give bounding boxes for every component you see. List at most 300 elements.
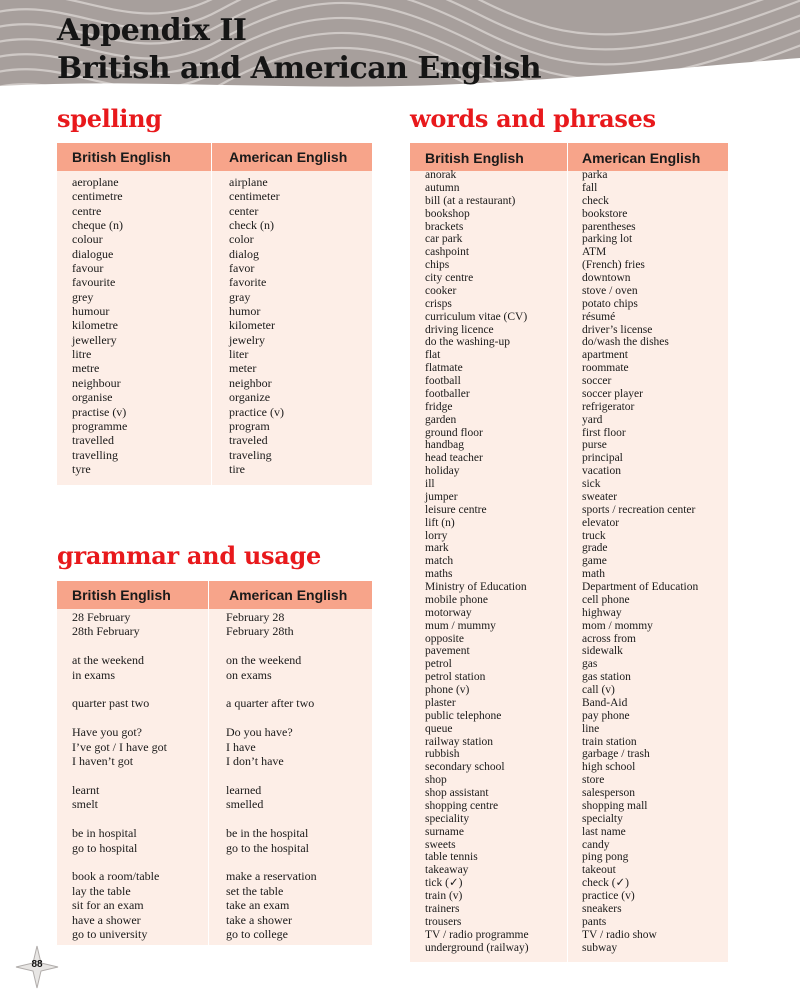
american-term: game: [582, 555, 607, 568]
british-term: favourite: [72, 275, 116, 290]
british-term: ground floor: [425, 426, 483, 439]
table-row: [425, 195, 725, 208]
british-term: footballer: [425, 387, 470, 400]
table-row: [72, 725, 362, 739]
american-term: go to college: [226, 926, 288, 941]
american-term: math: [582, 568, 605, 581]
table-row: [72, 175, 362, 189]
american-term: traveling: [229, 447, 272, 462]
words-title: words and phrases: [410, 104, 656, 133]
american-term: set the table: [226, 883, 284, 898]
british-term: shop: [425, 774, 447, 787]
british-term: autumn: [425, 181, 460, 194]
table-row: [425, 748, 725, 761]
american-term: Do you have?: [226, 725, 293, 740]
american-term: parentheses: [582, 220, 636, 233]
american-term: go to the hospital: [226, 840, 309, 855]
british-term: leisure centre: [425, 503, 487, 516]
grammar-table: [57, 581, 372, 945]
british-term: at the weekend: [72, 653, 144, 668]
american-term: takeout: [582, 864, 616, 877]
table-row: [425, 401, 725, 414]
american-term: dialog: [229, 246, 259, 261]
spelling-table-header: [57, 143, 372, 171]
table-row: [425, 427, 725, 440]
table-row: [72, 376, 362, 390]
british-term: maths: [425, 568, 453, 581]
spelling-col-british: British English: [72, 149, 171, 165]
table-row: [72, 361, 362, 375]
british-term: phone (v): [425, 684, 470, 696]
table-row: [72, 304, 362, 318]
american-term: stove / oven: [582, 284, 638, 297]
table-row: [425, 465, 725, 478]
american-term: soccer: [582, 375, 612, 387]
american-term: sweater: [582, 490, 618, 503]
american-term: elevator: [582, 516, 620, 529]
british-term: secondary school: [425, 761, 505, 774]
american-term: salesperson: [582, 787, 636, 799]
table-row: [425, 452, 725, 465]
british-term: sit for an exam: [72, 898, 144, 913]
british-term: lift (n): [425, 516, 455, 529]
british-term: brackets: [425, 220, 464, 233]
british-term: bookshop: [425, 207, 470, 220]
american-term: fall: [582, 181, 598, 194]
british-term: mark: [425, 542, 449, 555]
american-term: Band-Aid: [582, 696, 628, 709]
table-row: [425, 916, 725, 929]
british-term: practise (v): [72, 404, 127, 419]
american-term: candy: [582, 838, 610, 851]
american-term: jewelry: [229, 332, 265, 347]
american-term: check (n): [229, 218, 274, 233]
british-term: organise: [72, 390, 113, 405]
american-term: Department of Education: [582, 581, 699, 593]
page-title: [57, 12, 541, 88]
table-row: [72, 653, 362, 667]
american-term: parka: [582, 169, 608, 181]
british-term: curriculum vitae (CV): [425, 310, 528, 323]
table-row: [72, 204, 362, 218]
british-term: flat: [425, 349, 441, 362]
american-term: yard: [582, 413, 603, 426]
spelling-col-american: American English: [229, 149, 348, 165]
table-row: [72, 740, 362, 754]
table-row: [72, 232, 362, 246]
british-term: petrol: [425, 658, 452, 671]
table-row: [425, 736, 725, 749]
table-row: [425, 375, 725, 388]
british-term: handbag: [425, 439, 464, 452]
table-row: [425, 517, 725, 530]
table-row: [425, 607, 725, 620]
grammar-col-american: American English: [229, 587, 348, 603]
table-row: [72, 610, 362, 624]
title-line-1: Appendix II: [57, 13, 247, 48]
table-row: [425, 362, 725, 375]
table-row: [425, 208, 725, 221]
table-row: [72, 261, 362, 275]
american-term: subway: [582, 941, 618, 954]
british-term: railway station: [425, 735, 494, 748]
table-row: [425, 942, 725, 955]
american-term: call (v): [582, 684, 615, 696]
table-row: [72, 696, 362, 710]
british-term: queue: [425, 722, 453, 735]
american-term: specialty: [582, 812, 623, 825]
american-term: smelled: [226, 797, 264, 812]
american-term: pants: [582, 915, 607, 928]
table-row: [72, 754, 362, 768]
american-term: humor: [229, 304, 261, 319]
table-row: [72, 189, 362, 203]
american-term: make a reservation: [226, 869, 317, 884]
american-term: airplane: [229, 175, 268, 189]
table-row: [72, 247, 362, 261]
british-term: jewellery: [72, 332, 117, 347]
table-row: [425, 504, 725, 517]
grammar-title: grammar and usage: [57, 541, 321, 570]
table-row: [72, 333, 362, 347]
american-term: line: [582, 722, 600, 735]
words-table: [410, 143, 728, 962]
american-term: cell phone: [582, 593, 630, 606]
british-term: driving licence: [425, 323, 494, 336]
american-term: purse: [582, 439, 607, 452]
table-row: [72, 347, 362, 361]
table-row: [425, 169, 725, 182]
table-row: [72, 448, 362, 462]
grammar-rows: [72, 610, 362, 941]
american-term: (French) fries: [582, 259, 645, 272]
table-row: [72, 668, 362, 682]
american-term: meter: [229, 361, 257, 376]
british-term: bill (at a restaurant): [425, 194, 516, 207]
british-term: neighbour: [72, 375, 121, 390]
table-row: [425, 414, 725, 427]
table-row: [425, 336, 725, 349]
table-row: [72, 855, 362, 869]
page-number: 88: [31, 959, 43, 970]
table-row: [425, 478, 725, 491]
table-row: [425, 620, 725, 633]
british-term: tyre: [72, 461, 91, 476]
american-term: sneakers: [582, 902, 622, 915]
title-line-2: British and American English: [57, 51, 542, 86]
british-term: sweets: [425, 838, 456, 851]
table-row: [72, 318, 362, 332]
american-term: driver’s license: [582, 323, 653, 336]
american-term: check: [582, 194, 609, 207]
words-rows: [425, 169, 725, 954]
american-term: gray: [229, 289, 251, 304]
british-term: tick (✓): [425, 877, 463, 890]
british-term: cashpoint: [425, 246, 470, 259]
spelling-table: [57, 143, 372, 485]
table-row: [425, 233, 725, 246]
table-row: [425, 697, 725, 710]
table-row: [425, 324, 725, 337]
american-term: highway: [582, 606, 622, 619]
table-row: [425, 929, 725, 942]
british-term: I haven’t got: [72, 754, 134, 769]
table-row: [425, 439, 725, 452]
american-term: on exams: [226, 667, 272, 682]
american-term: a quarter after two: [226, 696, 315, 711]
american-term: take an exam: [226, 898, 290, 913]
british-term: trousers: [425, 915, 462, 928]
british-term: pavement: [425, 645, 470, 658]
table-row: [425, 723, 725, 736]
american-term: favor: [229, 261, 255, 276]
british-term: flatmate: [425, 362, 463, 375]
table-row: [425, 800, 725, 813]
table-row: [425, 349, 725, 362]
american-term: across from: [582, 632, 636, 645]
american-term: organize: [229, 390, 271, 405]
table-row: [72, 884, 362, 898]
british-term: crisps: [425, 297, 452, 310]
table-row: [72, 711, 362, 725]
table-row: [425, 221, 725, 234]
table-row: [425, 645, 725, 658]
british-term: Ministry of Education: [425, 581, 527, 593]
table-row: [425, 272, 725, 285]
table-row: [425, 787, 725, 800]
table-row: [72, 624, 362, 638]
table-row: [72, 682, 362, 696]
american-term: color: [229, 232, 254, 247]
grammar-col-british: British English: [72, 587, 171, 603]
british-term: ill: [425, 478, 435, 490]
american-term: centimeter: [229, 189, 280, 204]
table-row: [425, 491, 725, 504]
british-term: grey: [72, 289, 94, 304]
table-row: [72, 275, 362, 289]
american-term: roommate: [582, 362, 629, 375]
british-term: metre: [72, 361, 100, 376]
american-term: check (✓): [582, 877, 629, 890]
british-term: programme: [72, 418, 128, 433]
british-term: speciality: [425, 812, 470, 825]
table-row: [425, 671, 725, 684]
british-term: centimetre: [72, 189, 123, 204]
american-term: parking lot: [582, 233, 633, 246]
american-term: pay phone: [582, 709, 630, 722]
american-term: sidewalk: [582, 645, 623, 658]
british-term: dialogue: [72, 246, 114, 261]
american-term: kilometer: [229, 318, 275, 333]
british-term: mum / mummy: [425, 619, 496, 632]
british-term: motorway: [425, 606, 472, 619]
words-table-header: [410, 143, 728, 171]
british-term: centre: [72, 203, 102, 218]
british-term: match: [425, 555, 454, 568]
american-term: downtown: [582, 272, 631, 284]
american-term: take a shower: [226, 912, 292, 927]
british-term: 28 February: [72, 610, 131, 624]
american-term: sick: [582, 478, 601, 490]
american-term: shopping mall: [582, 799, 648, 812]
table-row: [425, 388, 725, 401]
british-term: takeaway: [425, 864, 469, 877]
british-term: anorak: [425, 169, 457, 181]
table-row: [425, 851, 725, 864]
british-term: shopping centre: [425, 799, 499, 812]
american-term: program: [229, 418, 270, 433]
table-row: [425, 774, 725, 787]
table-row: [425, 298, 725, 311]
british-term: jumper: [425, 490, 458, 503]
british-term: kilometre: [72, 318, 118, 333]
table-row: [72, 433, 362, 447]
british-term: colour: [72, 232, 103, 247]
table-row: [72, 826, 362, 840]
american-term: sports / recreation center: [582, 503, 696, 516]
table-row: [72, 869, 362, 883]
american-term: favorite: [229, 275, 267, 290]
table-row: [72, 898, 362, 912]
british-term: plaster: [425, 696, 456, 709]
american-term: mom / mommy: [582, 619, 653, 632]
table-row: [425, 542, 725, 555]
table-row: [425, 285, 725, 298]
british-term: head teacher: [425, 452, 483, 465]
american-term: ping pong: [582, 851, 629, 864]
table-row: [425, 839, 725, 852]
table-row: [425, 594, 725, 607]
british-term: be in hospital: [72, 826, 137, 841]
british-term: favour: [72, 261, 104, 276]
british-term: underground (railway): [425, 941, 529, 954]
british-term: go to university: [72, 926, 148, 941]
american-term: neighbor: [229, 375, 272, 390]
american-term: grade: [582, 542, 608, 555]
american-term: February 28: [226, 610, 285, 624]
american-term: practice (v): [229, 404, 284, 419]
table-row: [72, 462, 362, 476]
british-term: lay the table: [72, 883, 131, 898]
spelling-rows: [72, 175, 362, 476]
american-term: train station: [582, 735, 637, 748]
british-term: garden: [425, 413, 457, 426]
table-row: [72, 812, 362, 826]
british-term: go to hospital: [72, 840, 138, 855]
british-term: rubbish: [425, 748, 460, 761]
table-row: [425, 903, 725, 916]
table-row: [72, 405, 362, 419]
table-row: [425, 311, 725, 324]
american-term: store: [582, 774, 605, 787]
british-term: surname: [425, 825, 464, 838]
table-row: [72, 783, 362, 797]
american-term: gas station: [582, 671, 631, 684]
grammar-table-header: [57, 581, 372, 609]
british-term: I’ve got / I have got: [72, 739, 167, 754]
table-row: [425, 182, 725, 195]
table-row: [72, 639, 362, 653]
words-col-british: British English: [425, 150, 524, 166]
american-term: I have: [226, 739, 256, 754]
british-term: holiday: [425, 465, 460, 478]
table-row: [72, 768, 362, 782]
table-row: [72, 927, 362, 941]
british-term: cooker: [425, 284, 457, 297]
american-term: garbage / trash: [582, 748, 650, 761]
american-term: high school: [582, 761, 636, 774]
american-term: last name: [582, 825, 626, 838]
british-term: travelled: [72, 433, 114, 448]
american-term: refrigerator: [582, 400, 635, 413]
table-row: [72, 218, 362, 232]
table-row: [72, 390, 362, 404]
british-term: table tennis: [425, 851, 478, 864]
british-term: lorry: [425, 529, 448, 542]
table-row: [425, 890, 725, 903]
british-term: shop assistant: [425, 787, 489, 799]
table-row: [425, 555, 725, 568]
british-term: chips: [425, 259, 450, 272]
british-term: smelt: [72, 797, 98, 812]
american-term: soccer player: [582, 387, 643, 400]
american-term: February 28th: [226, 624, 294, 639]
american-term: gas: [582, 658, 598, 671]
table-row: [72, 419, 362, 433]
british-term: fridge: [425, 400, 453, 413]
table-row: [425, 633, 725, 646]
british-term: have a shower: [72, 912, 141, 927]
table-row: [425, 246, 725, 259]
table-row: [72, 913, 362, 927]
american-term: vacation: [582, 465, 621, 478]
british-term: petrol station: [425, 671, 486, 684]
table-row: [425, 710, 725, 723]
table-row: [425, 761, 725, 774]
words-col-american: American English: [582, 150, 701, 166]
british-term: cheque (n): [72, 218, 123, 233]
british-term: train (v): [425, 890, 463, 902]
american-term: bookstore: [582, 207, 628, 220]
british-term: Have you got?: [72, 725, 142, 740]
british-term: car park: [425, 233, 463, 246]
american-term: résumé: [582, 310, 616, 323]
american-term: center: [229, 203, 259, 218]
british-term: city centre: [425, 272, 474, 284]
british-term: do the washing-up: [425, 336, 510, 349]
table-row: [425, 530, 725, 543]
header-banner: [0, 0, 800, 100]
american-term: do/wash the dishes: [582, 336, 669, 349]
table-row: [72, 797, 362, 811]
american-term: TV / radio show: [582, 928, 657, 941]
table-row: [72, 290, 362, 304]
american-term: first floor: [582, 426, 626, 439]
british-term: humour: [72, 304, 110, 319]
british-term: quarter past two: [72, 696, 150, 711]
american-term: I don’t have: [226, 754, 284, 769]
american-term: truck: [582, 529, 606, 542]
british-term: TV / radio programme: [425, 928, 529, 941]
table-row: [425, 826, 725, 839]
american-term: liter: [229, 347, 249, 362]
british-term: public telephone: [425, 709, 502, 722]
british-term: travelling: [72, 447, 118, 462]
british-term: trainers: [425, 902, 460, 915]
spelling-title: spelling: [57, 104, 162, 133]
page-number-badge: [14, 944, 60, 990]
american-term: principal: [582, 452, 623, 465]
